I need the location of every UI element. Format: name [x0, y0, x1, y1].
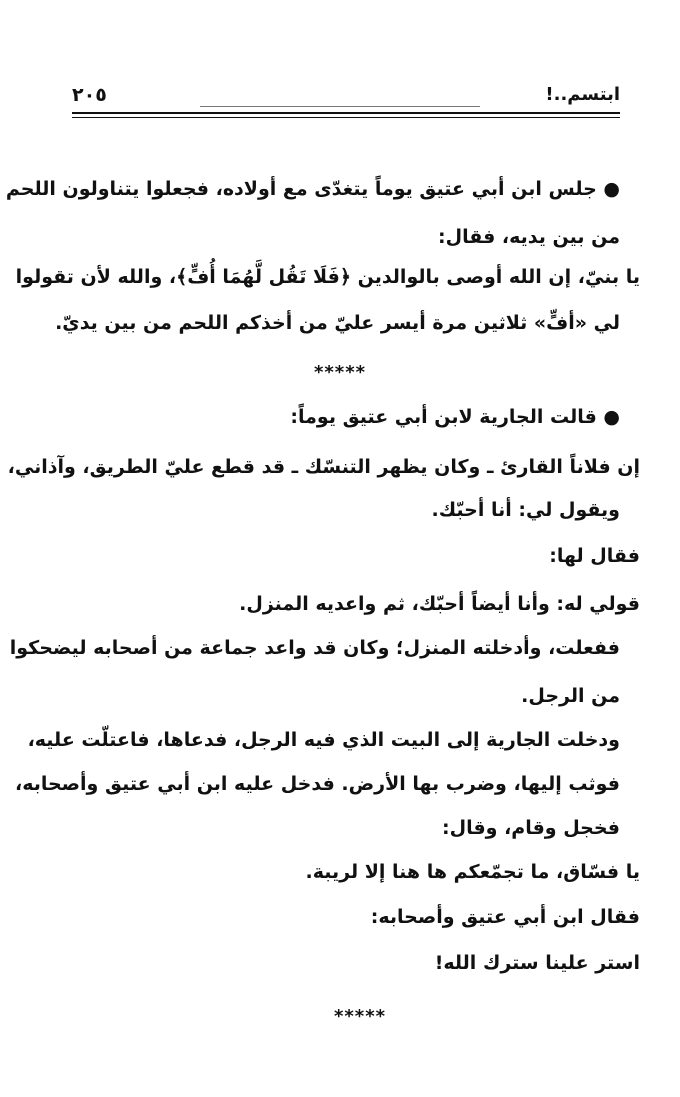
- text-line: فخجل وقام، وقال:: [441, 817, 620, 839]
- section-separator: *****: [333, 1006, 387, 1027]
- text-line: إن فلاناً القارئ ـ وكان يظهر التنسّك ـ قد قطع عليّ الطريق، وآذاني،: [7, 456, 640, 478]
- book-title: ابتسم..!: [545, 84, 620, 105]
- page-number: ٢٠٥: [72, 84, 107, 106]
- text-line: ● قالت الجارية لابن أبي عتيق يوماً:: [290, 406, 620, 428]
- text-line: فقال لها:: [549, 545, 640, 567]
- text-line: من الرجل.: [521, 685, 620, 707]
- text-line: استر علينا سترك الله!: [434, 952, 640, 974]
- text-line: ففعلت، وأدخلته المنزل؛ وكان قد واعد جماعة من أصحابه ليضحكوا: [9, 637, 620, 659]
- text-line: يا فسّاق، ما تجمّعكم ها هنا إلا لريبة.: [305, 861, 640, 883]
- header-rule-thick: [72, 112, 620, 114]
- text-line: ويقول لي: أنا أحبّك.: [431, 499, 620, 521]
- header-decorative-line: [200, 106, 480, 107]
- running-header: [72, 84, 620, 114]
- header-rule-thin: [72, 117, 620, 118]
- text-line: من بين يديه، فقال:: [437, 226, 620, 248]
- text-line: فقال ابن أبي عتيق وأصحابه:: [370, 906, 640, 928]
- text-line: ● جلس ابن أبي عتيق يوماً يتغدّى مع أولاده، فجعلوا يتناولون اللحم: [5, 178, 620, 200]
- text-line: قولي له: وأنا أيضاً أحبّك، ثم واعديه المنزل.: [239, 593, 640, 615]
- section-separator: *****: [313, 362, 367, 383]
- text-line: ودخلت الجارية إلى البيت الذي فيه الرجل، فدعاها، فاعتلّت عليه،: [27, 729, 620, 751]
- text-line: يا بنيّ، إن الله أوصى بالوالدين ﴿فَلَا تَقُل لَّهُمَا أُفٍّ﴾، والله لأن تقولوا: [15, 266, 640, 288]
- text-line: لي «أفٍّ» ثلاثين مرة أيسر عليّ من أخذكم اللحم من بين يديّ.: [55, 312, 620, 334]
- text-line: فوثب إليها، وضرب بها الأرض. فدخل عليه ابن أبي عتيق وأصحابه،: [14, 773, 620, 795]
